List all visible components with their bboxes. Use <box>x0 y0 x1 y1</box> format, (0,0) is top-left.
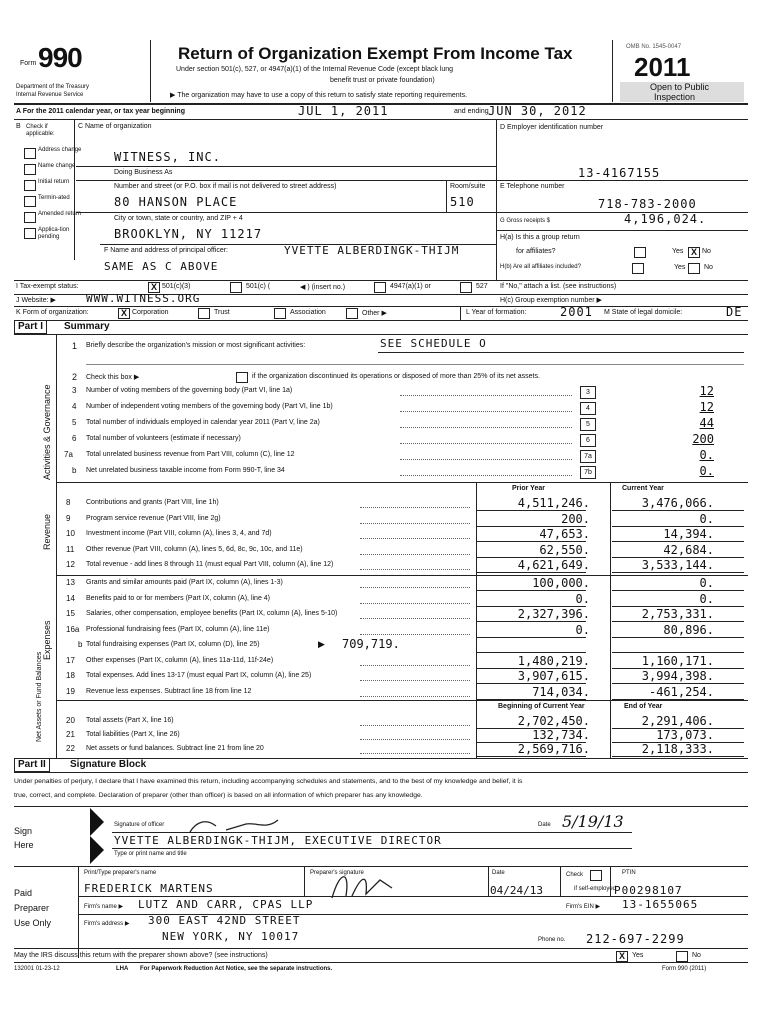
prior-year-value: 4,511,246. <box>517 496 590 510</box>
other-label: Other ▶ <box>362 310 387 317</box>
row-label: Net assets or fund balances. Subtract line 21 from line 20 <box>86 745 264 752</box>
hc-label-text: H(c) Group exemption number <box>500 297 595 304</box>
state-notice-text: The organization may have to use a copy of this return to satisfy state reporting requirements. <box>177 92 468 99</box>
hb-note: If "No," attach a list. (see instructions) <box>500 283 617 290</box>
row-label: Other expenses (Part IX, column (A), lines 11a-11d, 11f-24e) <box>86 656 274 664</box>
gov-row-label: Net unrelated business taxable income from Form 990-T, line 34 <box>86 467 285 474</box>
line1-num: 1 <box>72 341 78 351</box>
current-year-value: 42,684. <box>663 542 714 557</box>
tax-year-begin: JUL 1, 2011 <box>298 104 389 118</box>
mission-value: SEE SCHEDULE O <box>380 337 487 350</box>
current-year-header: Current Year <box>622 485 664 492</box>
e-phone-label: E Telephone number <box>500 183 565 190</box>
sig-date-label: Date <box>538 822 551 828</box>
part2-title: Signature Block <box>70 759 147 770</box>
ptin-label: PTIN <box>622 870 636 876</box>
gov-row-num: b <box>72 466 77 475</box>
i-status-label: I Tax-exempt status: <box>16 283 79 290</box>
check-if-label: Check if applicable: <box>26 124 55 137</box>
current-year-value: 3,994,398. <box>641 669 714 683</box>
gross-receipts: 4,196,024. <box>624 212 707 226</box>
line2-text-a: Check this box <box>86 374 132 381</box>
part2-label: Part II <box>14 758 50 772</box>
current-year-rule <box>612 572 744 573</box>
row-label: Investment income (Part VIII, column (A), lines 3, 4, and 7d) <box>86 530 272 537</box>
firm-ein: 13-1655065 <box>622 898 699 911</box>
trust-checkbox[interactable] <box>198 308 210 319</box>
ein-value: 13-4167155 <box>578 166 661 180</box>
insert-no-text: ) (insert no.) <box>307 284 346 291</box>
gov-row-leader <box>400 411 572 412</box>
website-label-text: J Website: <box>16 297 49 304</box>
part1-title: Summary <box>64 321 110 332</box>
terminated-checkbox[interactable] <box>24 196 36 207</box>
application-pending-label: Applica-tion pending <box>38 227 70 240</box>
gov-row-box: 3 <box>580 386 596 399</box>
row-leader <box>360 507 470 508</box>
preparer-name: FREDERICK MARTENS <box>84 882 214 895</box>
end-year-header: End of Year <box>624 703 663 710</box>
row-leader <box>360 523 470 524</box>
ha-label: H(a) Is this a group return <box>500 234 580 241</box>
gov-row-box: 7b <box>580 466 596 479</box>
line2-text: Check this box ▶ <box>86 374 140 381</box>
gov-row-leader <box>400 427 572 428</box>
address-change-label: Address change <box>38 147 82 153</box>
name-change-checkbox[interactable] <box>24 164 36 175</box>
current-year-value: 80,896. <box>663 622 714 637</box>
current-year-value: 14,394. <box>663 527 714 541</box>
gov-row-num: 5 <box>72 418 77 427</box>
current-year-rule <box>612 510 744 511</box>
current-year-value: 3,533,144. <box>641 558 714 572</box>
gov-row-box: 5 <box>580 418 596 431</box>
org-name: WITNESS, INC. <box>114 150 221 164</box>
side-net-assets: Net Assets or Fund Balances <box>36 651 43 742</box>
firm-phone-label: Phone no. <box>538 937 566 943</box>
firm-address-1: 300 EAST 42ND STREET <box>148 914 301 927</box>
footer-notice: For Paperwork Reduction Act Notice, see the separate instructions. <box>140 966 333 972</box>
row-num: 11 <box>66 544 75 554</box>
row-label: Total assets (Part X, line 16) <box>86 717 174 724</box>
use-only-label: Use Only <box>14 918 52 928</box>
current-col-divider <box>610 482 611 758</box>
preparer-signature <box>322 866 402 906</box>
street-label: Number and street (or P.O. box if mail is not delivered to street address) <box>114 183 337 190</box>
beg-year-header: Beginning of Current Year <box>498 703 585 710</box>
row-leader <box>360 587 470 588</box>
firm-address-2: NEW YORK, NY 10017 <box>162 930 300 943</box>
current-year-value: 3,476,066. <box>641 496 714 510</box>
side-expenses: Expenses <box>42 620 52 660</box>
j-website-label: J Website: ▶ <box>16 297 56 304</box>
row-label: Program service revenue (Part VIII, line 2g) <box>86 514 221 522</box>
officer-name-title: YVETTE ALBERDINGK-THIJM, EXECUTIVE DIRECTOR <box>114 834 442 847</box>
form-subtitle-1: Under section 501(c), 527, or 4947(a)(1) of the Internal Revenue Code (except black lung <box>176 66 454 73</box>
sign-arrow-2 <box>90 836 104 864</box>
sign-date: 5/19/13 <box>562 812 624 831</box>
501c-insert-label: ◀ ) (insert no.) <box>300 284 346 291</box>
k-form-label: K Form of organization: <box>16 309 89 316</box>
officer-address: SAME AS C ABOVE <box>104 260 219 273</box>
prior-year-value: 62,550. <box>539 542 590 557</box>
gov-row-box: 7a <box>580 450 596 463</box>
open-public: Open to Public <box>650 82 710 92</box>
current-year-value: 2,753,331. <box>641 607 714 621</box>
gov-row-num: 7a <box>64 450 73 459</box>
form-number: 990 <box>38 42 82 73</box>
hc-label: H(c) Group exemption number ▶ <box>500 297 602 304</box>
row-num: 17 <box>66 655 75 665</box>
current-year-value: 0. <box>699 591 714 606</box>
row-num: 8 <box>66 498 71 507</box>
prior-year-value: 1,480,219. <box>517 653 590 668</box>
gov-row-leader <box>400 395 572 396</box>
discuss-no-checkbox[interactable] <box>676 951 688 962</box>
side-activities-governance: Activities & Governance <box>42 384 52 480</box>
row-leader <box>360 665 470 666</box>
row-label: Total revenue - add lines 8 through 11 (must equal Part VIII, column (A), line 12) <box>86 561 334 568</box>
current-year-value: 2,291,406. <box>641 714 714 728</box>
part1-label: Part I <box>14 320 47 334</box>
501c3-checkbox[interactable]: X <box>148 282 160 293</box>
state-domicile: DE <box>726 305 743 319</box>
current-year-value: 1,160,171. <box>641 653 714 668</box>
row-leader <box>360 634 470 635</box>
hb-yes-label: Yes <box>674 264 686 271</box>
amended-return-label: Amended return <box>38 211 82 217</box>
gov-row-box: 4 <box>580 402 596 415</box>
501c-checkbox[interactable] <box>230 282 242 293</box>
gov-row-label: Number of independent voting members of the governing body (Part VI, line 1b) <box>86 403 333 410</box>
row-num: 20 <box>66 716 75 725</box>
room-label: Room/suite <box>450 183 486 190</box>
line2-text-b: if the organization discontinued its operations or disposed of more than 25% of its net assets. <box>252 373 540 380</box>
gov-row-label: Number of voting members of the governing body (Part VI, line 1a) <box>86 387 293 394</box>
row-leader <box>360 603 470 604</box>
preparer-label: Preparer <box>14 903 50 913</box>
row-leader <box>360 554 470 555</box>
ha-yes-label: Yes <box>672 248 684 255</box>
name-change-label: Name change <box>38 163 76 169</box>
gov-row-leader <box>400 475 572 476</box>
association-label: Association <box>290 309 326 316</box>
tax-year: 2011 <box>634 52 691 82</box>
irs-label: Internal Revenue Service <box>16 92 84 98</box>
footer-lha: LHA <box>116 966 129 972</box>
firm-name: LUTZ AND CARR, CPAS LLP <box>138 898 314 911</box>
row-num: 22 <box>66 744 75 753</box>
gov-row-num: 4 <box>72 402 77 411</box>
discuss-yes-label: Yes <box>632 952 644 959</box>
firm-addr-label: Firm's address ▶ <box>84 921 130 927</box>
prior-year-value: 0. <box>575 591 590 606</box>
tax-year-end: JUN 30, 2012 <box>488 104 587 118</box>
prior-year-value: 132,734. <box>532 728 590 742</box>
row-label: Total expenses. Add lines 13-17 (must equal Part IX, column (A), line 25) <box>86 672 312 679</box>
sig-officer-label: Signature of officer <box>114 822 165 828</box>
self-employed-label: if self-employed <box>574 886 617 892</box>
prior-year-value: 4,621,649. <box>517 558 590 572</box>
prior-year-rule <box>476 590 586 591</box>
hb-no-checkbox[interactable] <box>688 263 700 274</box>
gov-row-label: Total number of volunteers (estimate if necessary) <box>86 435 241 442</box>
address-change-checkbox[interactable] <box>24 148 36 159</box>
gov-row-value: 12 <box>699 384 714 398</box>
perjury-line-1: Under penalties of perjury, I declare that I have examined this return, including accompanying schedules and statements, and to the best of my knowledge and belief, it is <box>14 778 523 785</box>
footer-code: 132001 01-23-12 <box>14 966 60 972</box>
form-label: Form <box>20 60 37 67</box>
city-label: City or town, state or country, and ZIP + 4 <box>114 215 243 222</box>
principal-officer: YVETTE ALBERDINGK-THIJM <box>284 244 460 257</box>
prior-year-header: Prior Year <box>512 485 545 492</box>
prior-year-value: 200. <box>561 511 590 526</box>
association-checkbox[interactable] <box>274 308 286 319</box>
firm-phone: 212-697-2299 <box>586 932 685 946</box>
discuss-no-label: No <box>692 952 701 959</box>
row-leader <box>360 618 470 619</box>
firm-ein-label: Firm's EIN ▶ <box>566 904 601 910</box>
prior-year-value: 3,907,615. <box>517 669 590 683</box>
hb-no-label: No <box>704 264 713 271</box>
form-subtitle-2: benefit trust or private foundation) <box>330 77 435 84</box>
line1-text: Briefly describe the organization's mission or most significant activities: <box>86 342 306 349</box>
prior-year-rule <box>476 572 586 573</box>
gov-row-num: 3 <box>72 386 77 395</box>
form-title: Return of Organization Exempt From Income Tax <box>178 44 573 63</box>
firm-ein-label-text: Firm's EIN <box>566 904 594 910</box>
prior-year-value: 2,569,716. <box>517 742 590 756</box>
ha-yes-checkbox[interactable] <box>634 247 646 258</box>
line-a-label: A For the 2011 calendar year, or tax year beginning <box>16 108 185 115</box>
row-leader <box>360 725 470 726</box>
row-label: Grants and similar amounts paid (Part IX, column (A), lines 1-3) <box>86 579 283 586</box>
gov-row-value: 200 <box>692 432 714 446</box>
here-label: Here <box>14 840 34 850</box>
row-leader <box>360 569 470 570</box>
state-notice: ▶ The organization may have to use a copy of this return to satisfy state reporting requirements. <box>170 92 468 99</box>
application-pending-checkbox[interactable] <box>24 228 36 239</box>
row-num: 12 <box>66 560 75 569</box>
current-year-value: 2,118,333. <box>641 742 714 756</box>
row-label: Total fundraising expenses (Part IX, column (D), line 25) <box>86 641 260 648</box>
row-num: 19 <box>66 686 75 696</box>
current-year-value: -461,254. <box>648 684 714 699</box>
row-label: Benefits paid to or for members (Part IX, column (A), line 4) <box>86 594 271 602</box>
firm-addr-label-text: Firm's address <box>84 921 124 927</box>
row-label: Contributions and grants (Part VIII, line 1h) <box>86 499 219 506</box>
firm-name-label: Firm's name ▶ <box>84 904 124 910</box>
prior-year-value: 2,327,396. <box>517 607 590 621</box>
paid-label: Paid <box>14 888 33 898</box>
current-year-rule <box>612 756 744 757</box>
row-label: Total liabilities (Part X, line 26) <box>86 731 180 738</box>
room-suite: 510 <box>450 195 475 209</box>
row-label: Revenue less expenses. Subtract line 18 from line 12 <box>86 687 252 695</box>
current-year-rule <box>612 590 744 591</box>
street-address: 80 HANSON PLACE <box>114 195 238 209</box>
d-ein-label: D Employer identification number <box>500 124 604 131</box>
527-checkbox[interactable] <box>460 282 472 293</box>
4947-label: 4947(a)(1) or <box>390 283 431 290</box>
inspection: Inspection <box>654 92 696 102</box>
prior-year-value: 714,034. <box>532 684 590 699</box>
4947-checkbox[interactable] <box>374 282 386 293</box>
row-label: Other revenue (Part VIII, column (A), lines 5, 6d, 8c, 9c, 10c, and 11e) <box>86 545 303 553</box>
year-formed: 2001 <box>560 305 593 319</box>
row-num: 14 <box>66 593 75 603</box>
dba-label: Doing Business As <box>114 169 173 176</box>
current-year-value: 0. <box>699 511 714 526</box>
discuss-question: May the IRS discuss this return with the preparer shown above? (see instructions) <box>14 952 268 959</box>
prior-year-rule <box>476 621 586 622</box>
prep-name-label: Print/Type preparer's name <box>84 870 157 876</box>
gov-row-value: 0. <box>699 448 714 462</box>
sign-label: Sign <box>14 826 33 836</box>
l-year-label: L Year of formation: <box>466 309 527 316</box>
501c3-label: 501(c)(3) <box>162 283 191 290</box>
row-num: 18 <box>66 671 75 680</box>
corporation-label: Corporation <box>132 309 169 316</box>
hb-label: H(b) Are all affiliates included? <box>500 264 581 270</box>
gov-row-value: 0. <box>699 464 714 478</box>
prior-year-value: 0. <box>575 622 590 637</box>
ha-no-label: No <box>702 248 711 255</box>
row-leader <box>360 696 470 697</box>
gov-row-value: 12 <box>699 400 714 414</box>
city-state-zip: BROOKLYN, NY 11217 <box>114 227 263 241</box>
omb-number: OMB No. 1545-0047 <box>626 44 682 50</box>
sign-arrow-1 <box>90 808 104 836</box>
gov-row-value: 44 <box>699 416 714 430</box>
527-label: 527 <box>476 283 488 290</box>
line2-num: 2 <box>72 372 78 382</box>
ptin-value: P00298107 <box>614 884 683 897</box>
gov-row-leader <box>400 459 572 460</box>
prior-year-value: 2,702,450. <box>517 714 590 728</box>
501c-label: 501(c) ( <box>246 283 271 290</box>
row-num: b <box>78 640 83 649</box>
prior-col-divider <box>476 482 477 758</box>
row-num: 13 <box>66 578 75 587</box>
and-ending-label: and ending <box>454 108 489 115</box>
row-label: Professional fundraising fees (Part IX, column (A), line 11e) <box>86 625 270 633</box>
terminated-label: Termin-ated <box>38 195 70 201</box>
self-employed-checkbox[interactable] <box>590 870 602 881</box>
c-name-label: C Name of organization <box>78 123 152 130</box>
gov-row-leader <box>400 443 572 444</box>
row-num: 16a <box>66 624 80 634</box>
row-inline-value: 709,719. <box>342 637 400 651</box>
side-revenue: Revenue <box>42 513 52 550</box>
gov-row-label: Total number of individuals employed in calendar year 2011 (Part V, line 2a) <box>86 419 320 426</box>
amended-return-checkbox[interactable] <box>24 212 36 223</box>
prior-year-value: 100,000. <box>532 576 590 590</box>
initial-return-checkbox[interactable] <box>24 180 36 191</box>
g-gross-label: G Gross receipts $ <box>500 218 551 224</box>
prior-year-value: 47,653. <box>539 527 590 541</box>
row-num: 21 <box>66 730 75 739</box>
other-checkbox[interactable] <box>346 308 358 319</box>
row-num: 15 <box>66 609 75 618</box>
prior-year-rule <box>476 756 586 757</box>
row-leader <box>360 538 470 539</box>
check-label: Check <box>566 872 584 878</box>
prep-date-label: Date <box>492 870 505 876</box>
current-year-value: 173,073. <box>656 728 714 742</box>
prior-year-rule <box>476 637 586 638</box>
discuss-yes-checkbox[interactable]: X <box>616 951 628 962</box>
discontinued-checkbox[interactable] <box>236 372 248 383</box>
other-text: Other <box>362 310 380 317</box>
hb-yes-checkbox[interactable] <box>632 263 644 274</box>
current-year-value: 0. <box>699 576 714 590</box>
row-leader <box>360 753 470 754</box>
prep-sig-label: Preparer's signature <box>310 870 364 876</box>
type-name-label: Type or print name and title <box>114 851 187 857</box>
ha-no-checkbox[interactable]: X <box>688 247 700 258</box>
row-leader <box>360 680 470 681</box>
row-leader <box>360 739 470 740</box>
gov-row-box: 6 <box>580 434 596 447</box>
gov-row-num: 6 <box>72 434 77 443</box>
dept-label: Department of the Treasury <box>16 84 90 90</box>
row-label: Salaries, other compensation, employee benefits (Part IX, column (A), lines 5-10) <box>86 610 338 617</box>
row-num: 10 <box>66 529 75 538</box>
phone-value: 718-783-2000 <box>598 197 697 211</box>
row-num: 9 <box>66 513 71 523</box>
perjury-line-2: true, correct, and complete. Declaration of preparer (other than officer) is based on all information of which preparer has any knowledge. <box>14 792 423 799</box>
website-value: WWW.WITNESS.ORG <box>86 292 201 305</box>
row-arrow: ▶ <box>318 639 325 649</box>
corporation-checkbox[interactable]: X <box>118 308 130 319</box>
initial-return-label: Initial return <box>38 179 70 185</box>
footer-form: Form 990 (2011) <box>662 966 707 972</box>
current-year-rule <box>612 637 744 638</box>
gov-row-label: Total unrelated business revenue from Part VIII, column (C), line 12 <box>86 451 295 458</box>
m-state-label: M State of legal domicile: <box>604 309 683 316</box>
b-label: B <box>16 123 21 130</box>
preparer-date: 04/24/13 <box>490 884 543 897</box>
trust-label: Trust <box>214 309 230 316</box>
ha-label-2: for affiliates? <box>516 248 556 255</box>
firm-name-label-text: Firm's name <box>84 904 117 910</box>
f-officer-label: F Name and address of principal officer: <box>104 247 228 254</box>
